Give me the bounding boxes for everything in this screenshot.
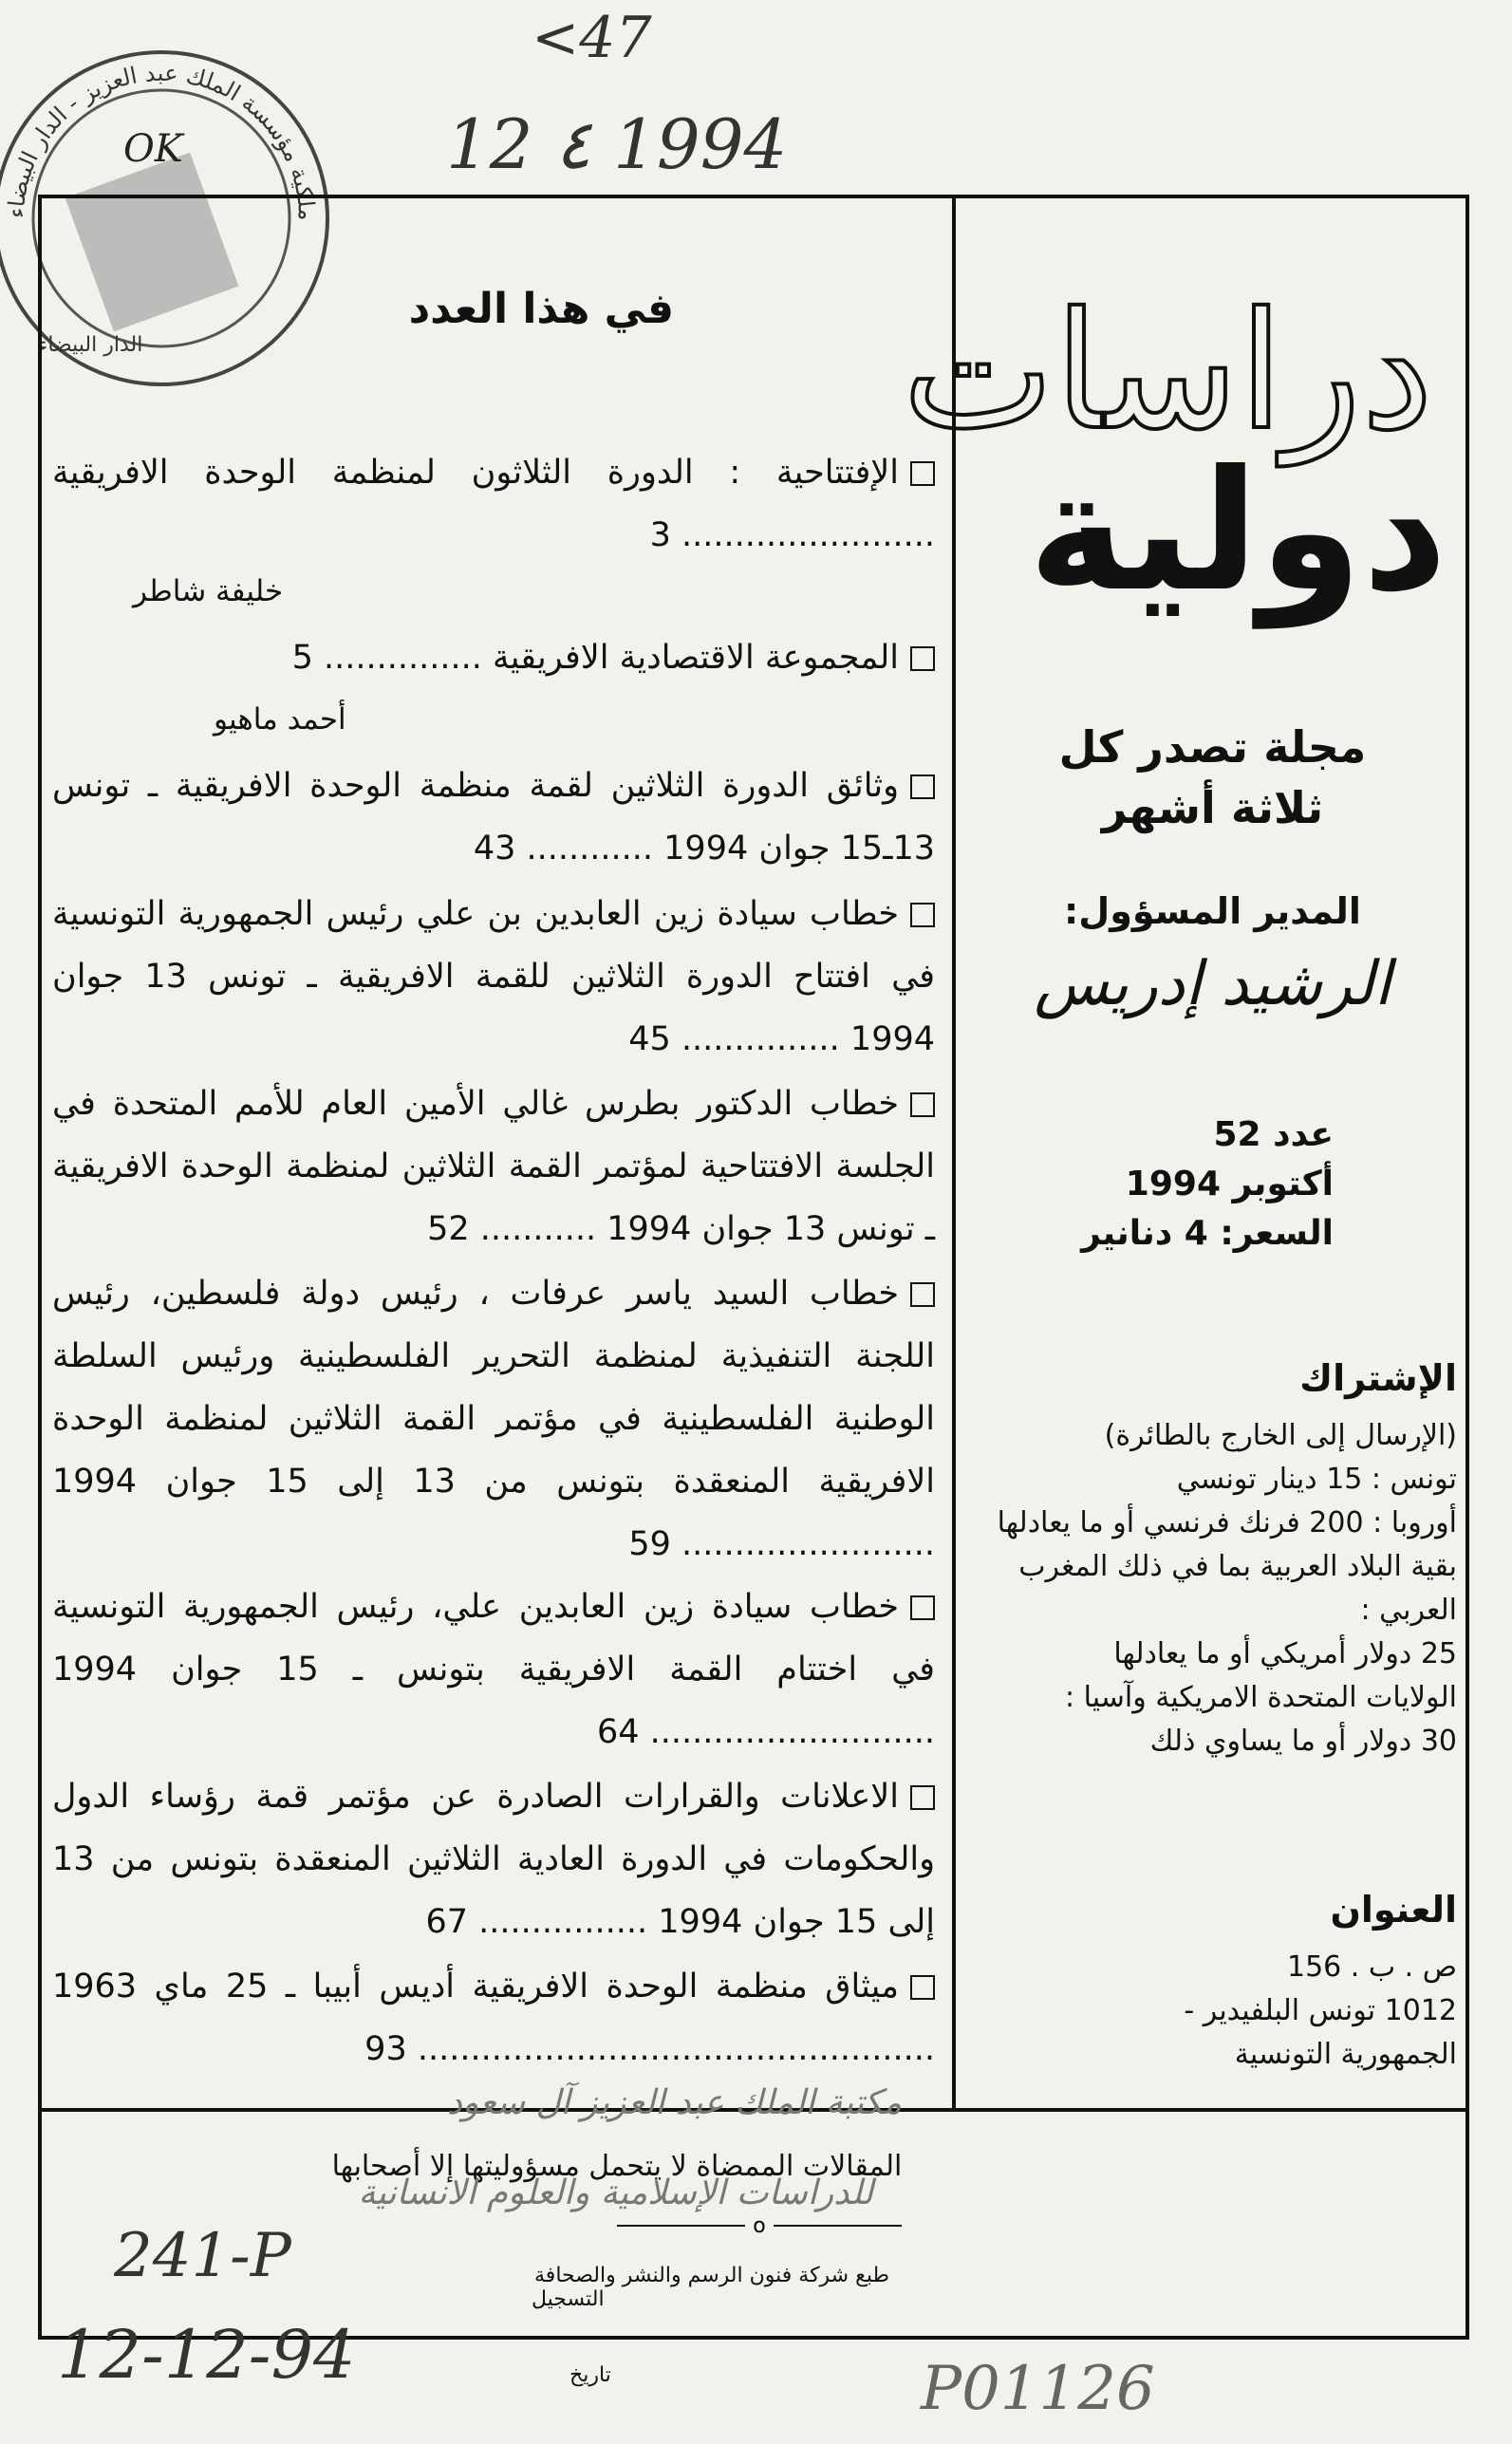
handwritten-reg-number: 241-P bbox=[114, 2221, 291, 2291]
masthead-logo bbox=[902, 266, 1457, 628]
column-divider bbox=[952, 195, 956, 2112]
magazine-tagline bbox=[968, 717, 1457, 838]
bullet-box-icon bbox=[910, 1785, 935, 1810]
handwritten-reg-date: 12-12-94 bbox=[57, 2316, 356, 2394]
toc-item: خطاب الدكتور بطرس غالي الأمين العام للأمم المتحدة في الجلسة الافتتاحية لمؤتمر القمة الثلاثين لمنظمة الوحدة الافريقية ـ تونس 13 جوان 1994 ........... 52 bbox=[52, 1085, 935, 1248]
printer-credit: طبع شركة فنون الرسم والنشر والصحافة bbox=[534, 2264, 889, 2287]
contents-heading: في هذا العدد bbox=[408, 285, 674, 333]
subscription-line: أوروبا : 200 فرنك فرنسي أو ما يعادلها bbox=[997, 1506, 1457, 1539]
address-line: 1012 تونس البلفيدير - bbox=[1184, 1994, 1457, 2027]
issue-info bbox=[968, 1110, 1457, 1259]
issue-number: عدد 52 bbox=[1213, 1115, 1334, 1154]
address-title: العنوان bbox=[1330, 1889, 1457, 1931]
subscription-line: 25 دولار أمريكي أو ما يعادلها bbox=[1113, 1637, 1457, 1670]
toc-item: الإفتتاحية : الدورة الثلاثون لمنظمة الوحدة الافريقية ........................ 3 bbox=[52, 454, 935, 554]
toc-item: الاعلانات والقرارات الصادرة عن مؤتمر قمة رؤساء الدول والحكومات في الدورة العادية الثلاثين المنعقدة بتونس من 13 إلى 15 جوان 1994 ................ 67 bbox=[52, 1778, 935, 1941]
bullet-box-icon bbox=[910, 774, 935, 799]
stamp-mark: OK bbox=[123, 127, 183, 171]
handwritten-line2: للدراسات الإسلامية والعلوم الانسانية bbox=[358, 2173, 873, 2212]
toc-item: ميثاق منظمة الوحدة الافريقية أديس أبيبا ـ 25 ماي 1963 ................................................. 93 bbox=[52, 1968, 935, 2068]
subscription-body bbox=[968, 1414, 1457, 1763]
issue-date: أكتوبر 1994 bbox=[1125, 1165, 1334, 1203]
bullet-box-icon bbox=[910, 1595, 935, 1620]
address-body bbox=[968, 1946, 1457, 2077]
tagline-line2: ثلاثة أشهر bbox=[1101, 782, 1324, 833]
handwritten-line1: مكتبة الملك عبد العزيز آل سعود bbox=[446, 2083, 902, 2122]
bullet-box-icon bbox=[910, 646, 935, 671]
subscription-line: 30 دولار أو ما يساوي ذلك bbox=[1149, 1725, 1457, 1758]
toc-item: وثائق الدورة الثلاثين لقمة منظمة الوحدة الافريقية ـ تونس 13ـ15 جوان 1994 ............ 43 bbox=[52, 767, 935, 868]
subscription-line: الولايات المتحدة الامريكية وآسيا : bbox=[1064, 1681, 1457, 1714]
handwritten-top-code: <47 bbox=[532, 5, 652, 71]
toc-item: خطاب سيادة زين العابدين بن علي رئيس الجمهورية التونسية في افتتاح الدورة الثلاثين للقمة الافريقية ـ تونس 13 جوان 1994 ............... 45 bbox=[52, 895, 935, 1058]
bullet-box-icon bbox=[910, 461, 935, 486]
reg-label: التسجيل bbox=[532, 2287, 605, 2311]
tagline-line1: مجلة تصدر كل bbox=[1058, 721, 1367, 773]
stamp-text: ملكية مؤسسة الملك عبد العزيز - الدار البيضاء bbox=[2, 59, 321, 221]
subscription-line: تونس : 15 دينار تونسي bbox=[1176, 1463, 1457, 1496]
handwritten-bottom-code: P01126 bbox=[921, 2354, 1155, 2424]
address-line: الجمهورية التونسية bbox=[1234, 2038, 1457, 2071]
logo-title-line1: دراسات bbox=[902, 278, 1433, 466]
separator bbox=[380, 2211, 1139, 2240]
toc-item: المجموعة الاقتصادية الافريقية ............... 5 bbox=[52, 626, 935, 689]
date-label: تاريخ bbox=[569, 2363, 611, 2387]
subscription-title: الإشتراك bbox=[1299, 1357, 1457, 1399]
bullet-box-icon bbox=[910, 1092, 935, 1117]
disclaimer: المقالات الممضاة لا يتحمل مسؤوليتها إلا أصحابها bbox=[331, 2150, 903, 2183]
editor-name: الرشيد إدريس bbox=[1034, 949, 1391, 1019]
editor-label: المدير المسؤول: bbox=[1064, 890, 1361, 932]
stamp-city: الدار البيضاء bbox=[38, 333, 143, 357]
toc-item: خطاب السيد ياسر عرفات ، رئيس دولة فلسطين، رئيس اللجنة التنفيذية لمنظمة التحرير الفلسطينية ورئيس السلطة الوطنية الفلسطينية في مؤتمر القمة الثلاثين لمنظمة الوحدة الافريقية المنعقدة بتونس من 13 إلى 15 جوان 1994 ........................ 59 bbox=[52, 1275, 936, 1563]
handwritten-date: 12 ٤ 1994 bbox=[446, 104, 788, 184]
bullet-box-icon bbox=[910, 903, 935, 927]
bullet-box-icon bbox=[910, 1975, 935, 2000]
issue-price: السعر: 4 دنانير bbox=[1081, 1214, 1334, 1253]
logo-title-line2: دولية bbox=[1028, 436, 1447, 628]
toc-author: أحمد ماهيو bbox=[214, 702, 346, 737]
bullet-box-icon bbox=[910, 1282, 935, 1307]
separator-mark: o bbox=[753, 2214, 766, 2238]
toc-author: خليفة شاطر bbox=[133, 574, 284, 608]
subscription-note: (الإرسال إلى الخارج بالطائرة) bbox=[1104, 1419, 1457, 1452]
address-line: ص . ب . 156 bbox=[1287, 1950, 1457, 1984]
toc-item: خطاب سيادة زين العابدين علي، رئيس الجمهورية التونسية في اختتام القمة الافريقية بتونس ـ 15 جوان 1994 ........................... 64 bbox=[52, 1588, 935, 1751]
subscription-line: بقية البلاد العربية بما في ذلك المغرب العربي : bbox=[1018, 1550, 1457, 1627]
